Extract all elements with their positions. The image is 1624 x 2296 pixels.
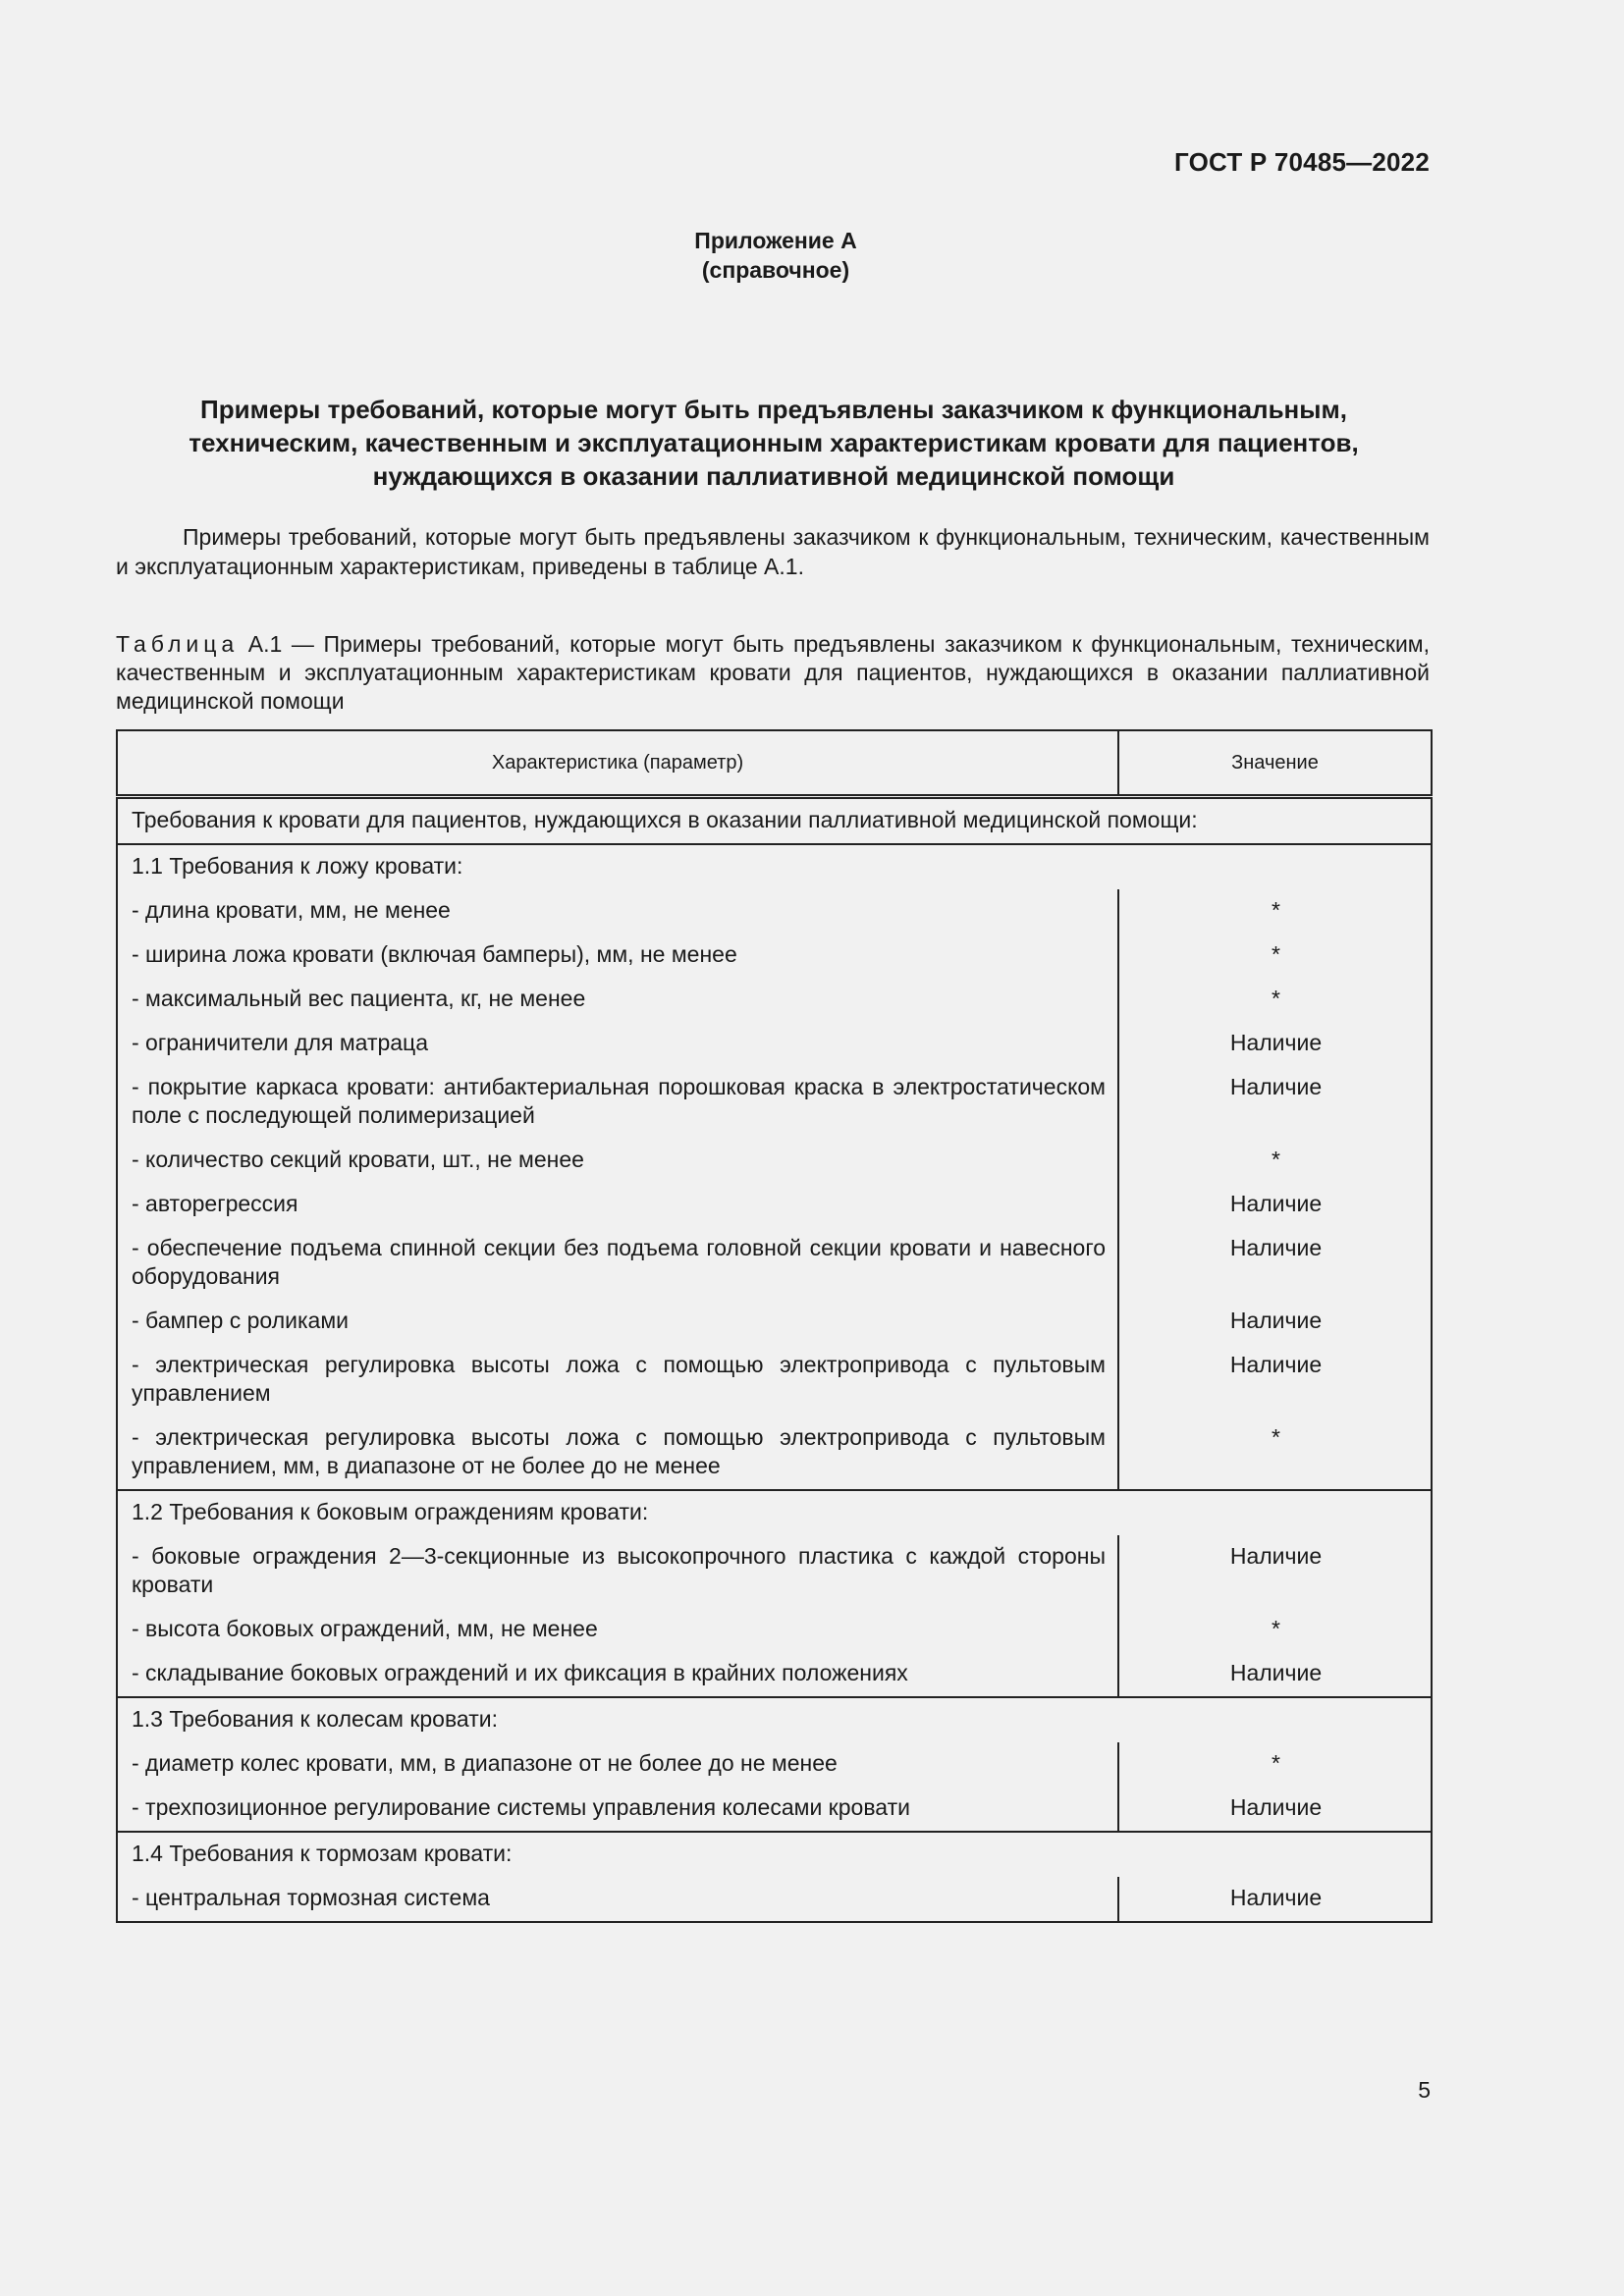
table-row [117, 934, 1432, 978]
value-cell: Наличие [1229, 1352, 1323, 1377]
table-row [117, 1652, 1432, 1697]
value-cell: Наличие [1229, 1191, 1323, 1216]
document-code: ГОСТ Р 70485—2022 [1174, 147, 1430, 177]
value-cell: Наличие [1229, 1885, 1323, 1910]
parameter-cell: - трехпозиционное регулирование системы управления колесами кровати [117, 1787, 1118, 1832]
group-row [117, 1697, 1432, 1742]
table-row [117, 1022, 1432, 1066]
annex-subtitle: (справочное) [701, 257, 850, 283]
table-row [117, 1344, 1432, 1416]
table-body [117, 797, 1432, 1923]
table-intro-row [117, 797, 1432, 845]
column-header-value: Значение [1118, 730, 1432, 797]
column-header-parameter: Характеристика (параметр) [117, 730, 1118, 797]
group-title: 1.3 Требования к колесам кровати: [117, 1697, 1432, 1742]
table-row [117, 1300, 1432, 1344]
annex-title: Приложение А [694, 228, 857, 253]
value-cell: Наличие [1229, 1794, 1323, 1820]
table-row [117, 1066, 1432, 1139]
parameter-cell: - электрическая регулировка высоты ложа с помощью электропривода с пультовым управлением [117, 1344, 1118, 1416]
group-row [117, 1832, 1432, 1877]
page-number: 5 [1418, 2077, 1431, 2103]
parameter-cell: - длина кровати, мм, не менее [117, 889, 1118, 934]
value-cell: Наличие [1229, 1308, 1323, 1333]
annex-label [0, 226, 1551, 285]
table-row [117, 889, 1432, 934]
table-row [117, 1183, 1432, 1227]
table-header-row [117, 730, 1432, 797]
group-title: 1.2 Требования к боковым ограждениям кровати: [117, 1490, 1432, 1535]
table-caption [116, 630, 1430, 716]
parameter-cell: - ширина ложа кровати (включая бамперы), мм, не менее [117, 934, 1118, 978]
parameter-cell: - максимальный вес пациента, кг, не менее [117, 978, 1118, 1022]
table-row [117, 1608, 1432, 1652]
group-row [117, 844, 1432, 889]
parameter-cell: - ограничители для матраца [117, 1022, 1118, 1066]
table-caption-word: Таблица [116, 631, 240, 657]
value-cell: Наличие [1229, 1235, 1323, 1260]
parameter-cell: - обеспечение подъема спинной секции без подъема головной секции кровати и навесного оборудования [117, 1227, 1118, 1300]
parameter-cell: - высота боковых ограждений, мм, не менее [117, 1608, 1118, 1652]
value-cell: * [1272, 941, 1280, 967]
value-cell: Наличие [1229, 1074, 1323, 1099]
value-cell: Наличие [1229, 1543, 1323, 1569]
table-intro-cell: Требования к кровати для пациентов, нуждающихся в оказании паллиативной медицинской помощи: [117, 797, 1432, 845]
value-cell: * [1272, 1750, 1280, 1776]
value-cell: Наличие [1229, 1030, 1323, 1055]
parameter-cell: - электрическая регулировка высоты ложа с помощью электропривода с пультовым управлением, мм, в диапазоне от не более до не менее [117, 1416, 1118, 1490]
parameter-cell: - покрытие каркаса кровати: антибактериальная порошковая краска в электростатическом поле с последующей полимеризацией [117, 1066, 1118, 1139]
parameter-cell: - складывание боковых ограждений и их фиксация в крайних положениях [117, 1652, 1118, 1697]
value-cell: * [1272, 1616, 1280, 1641]
requirements-table [116, 729, 1433, 1923]
annex-heading: Примеры требований, которые могут быть предъявлены заказчиком к функциональным, техническим, качественным и эксплуатационным характеристикам кровати для пациентов, нуждающихся в оказании паллиативной медицинской помощи [189, 395, 1359, 491]
parameter-cell: - авторегрессия [117, 1183, 1118, 1227]
parameter-cell: - диаметр колес кровати, мм, в диапазоне от не более до не менее [117, 1742, 1118, 1787]
table-row [117, 1139, 1432, 1183]
table-row [117, 1227, 1432, 1300]
table-row [117, 1787, 1432, 1832]
value-cell: * [1272, 897, 1280, 923]
table-row [117, 978, 1432, 1022]
group-title: 1.4 Требования к тормозам кровати: [117, 1832, 1432, 1877]
table-caption-text: А.1 — Примеры требований, которые могут быть предъявлены заказчиком к функциональным, техническим, качественным и эксплуатационным характеристикам кровати для пациентов, нуждающихся в оказании паллиативной медицинской помощи [116, 631, 1430, 714]
parameter-cell: - бампер с роликами [117, 1300, 1118, 1344]
table-row [117, 1416, 1432, 1490]
value-cell: * [1272, 1424, 1280, 1450]
table-row [117, 1877, 1432, 1922]
value-cell: Наличие [1229, 1660, 1323, 1685]
parameter-cell: - количество секций кровати, шт., не менее [117, 1139, 1118, 1183]
parameter-cell: - боковые ограждения 2—3-секционные из высокопрочного пластика с каждой стороны кровати [117, 1535, 1118, 1608]
value-cell: * [1272, 986, 1280, 1011]
table-row [117, 1535, 1432, 1608]
parameter-cell: - центральная тормозная система [117, 1877, 1118, 1922]
intro-paragraph: Примеры требований, которые могут быть предъявлены заказчиком к функциональным, техническим, качественным и эксплуатационным характеристикам, приведены в таблице А.1. [116, 524, 1430, 579]
group-row [117, 1490, 1432, 1535]
group-title: 1.1 Требования к ложу кровати: [117, 844, 1432, 889]
table-row [117, 1742, 1432, 1787]
value-cell: * [1272, 1147, 1280, 1172]
